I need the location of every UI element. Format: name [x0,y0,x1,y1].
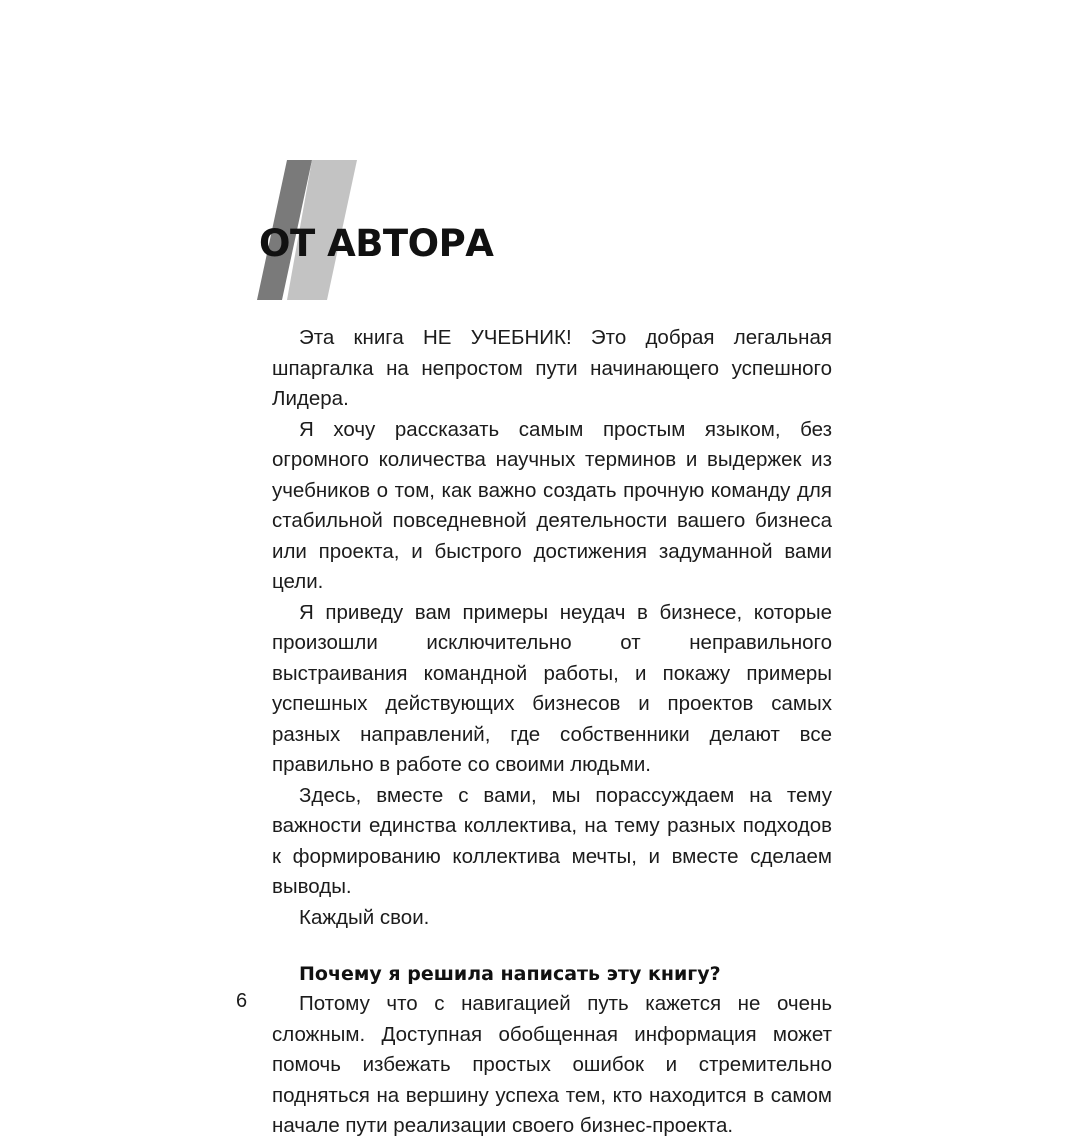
paragraph: Я приведу вам примеры неудач в бизнесе, которые произошли исключительно от неправильного выстраивания командной работы, и покажу примеры успешных действующих бизнесов и проектов самых разных направлений, где собственники делают все правильно в работе со своими людьми. [272,600,832,776]
paragraph: Я хочу рассказать самым простым языком, без огромного количества научных терминов и выдержек из учебников о том, как важно создать прочную команду для стабильной повседневной деятельности вашего бизнеса или проекта, и быстрого достижения задуманной вами цели. [272,417,832,593]
section-paragraph: Потому что с навигацией путь кажется не очень сложным. Доступная обобщенная информация может помочь избежать простых ошибок и стремительно подняться на вершину успеха тем, кто находится в самом начале пути реализации своего бизнес-проекта. [272,992,832,1137]
chapter-title: ОТ АВТОРА [259,222,494,265]
page-number: 6 [236,990,248,1012]
paragraph: Каждый свои. [299,905,430,929]
body-text [272,323,832,1142]
paragraph: Здесь, вместе с вами, мы порассуждаем на тему важности единства коллектива, на тему разных подходов к формированию коллектива мечты, и вместе сделаем выводы. [272,783,832,898]
paragraph: Эта книга НЕ УЧЕБНИК! Это добрая легальная шпаргалка на непростом пути начинающего успешного Лидера. [272,326,832,410]
section-heading: Почему я решила написать эту книгу? [299,963,721,985]
